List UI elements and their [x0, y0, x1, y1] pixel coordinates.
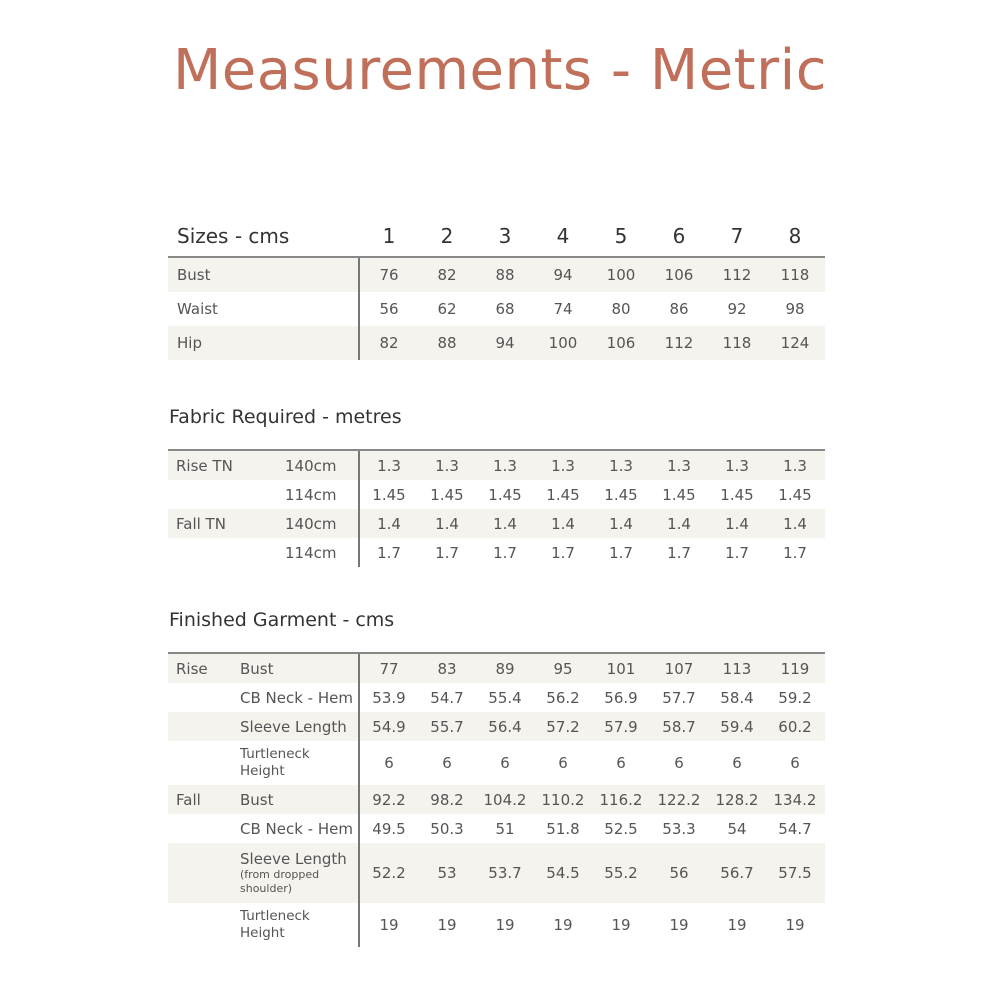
value-cell: 57.9 — [604, 717, 638, 736]
value-cell: 134.2 — [773, 790, 817, 809]
value-cell: 68 — [495, 300, 515, 318]
value-cell: 92.2 — [372, 790, 406, 809]
row-label — [285, 457, 337, 475]
value-cell: 6 — [732, 754, 742, 772]
sizes-header-label: Sizes - cms — [177, 224, 290, 248]
value-cell: 112 — [722, 266, 752, 284]
value-cell: 83 — [437, 659, 457, 678]
value-cell: 56.2 — [546, 688, 580, 707]
table-row — [168, 903, 825, 947]
value-cell: 1.7 — [551, 543, 575, 562]
value-cell: 128.2 — [715, 790, 759, 809]
value-cell: 118 — [780, 266, 810, 284]
row-label — [177, 300, 218, 318]
table-row — [168, 258, 825, 292]
row-label-text: CB Neck - Hem — [240, 819, 353, 838]
value-cell: 6 — [616, 754, 626, 772]
row-label-note: (from dropped shoulder) — [240, 867, 320, 895]
row-label-cell — [168, 843, 360, 903]
value-cell: 1.7 — [377, 543, 401, 562]
value-cell: 1.4 — [725, 514, 749, 533]
row-label-cell — [168, 451, 360, 480]
value-cell: 95 — [553, 659, 573, 678]
value-cell: 101 — [606, 659, 636, 678]
value-cell: 1.7 — [609, 543, 633, 562]
table-row — [168, 683, 825, 712]
row-label-cell — [168, 785, 360, 814]
value-cell: 56 — [669, 864, 689, 882]
value-cell: 106 — [606, 334, 636, 352]
row-label — [285, 486, 337, 504]
table-row — [168, 712, 825, 741]
value-cell: 1.4 — [493, 514, 517, 533]
value-cell: 100 — [548, 334, 578, 352]
value-cell: 119 — [780, 659, 810, 678]
value-cell: 104.2 — [483, 790, 527, 809]
value-cell: 52.5 — [604, 819, 638, 838]
value-cell: 58.7 — [662, 717, 696, 736]
value-cell: 57.2 — [546, 717, 580, 736]
value-cell: 54.5 — [546, 864, 580, 882]
row-label-cell — [168, 814, 360, 843]
value-cell: 19 — [379, 916, 399, 934]
row-label — [285, 544, 337, 562]
value-cell: 6 — [500, 754, 510, 772]
value-cell: 1.7 — [493, 543, 517, 562]
value-cell: 6 — [384, 754, 394, 772]
value-cell: 1.4 — [377, 514, 401, 533]
garment-section-title: Finished Garment - cms — [169, 609, 395, 631]
value-cell: 1.7 — [667, 543, 691, 562]
size-header: 2 — [440, 224, 454, 248]
value-cell: 19 — [785, 916, 805, 934]
value-cell: 107 — [664, 659, 694, 678]
value-cell: 1.3 — [783, 456, 807, 475]
value-cell: 1.45 — [546, 485, 580, 504]
row-label-cell — [168, 509, 360, 538]
row-label — [240, 851, 347, 896]
row-label-text: 140cm — [285, 514, 337, 533]
value-cell: 56 — [379, 300, 399, 318]
row-label-cell — [168, 480, 360, 509]
value-cell: 49.5 — [372, 819, 406, 838]
value-cell: 55.2 — [604, 864, 638, 882]
size-header: 6 — [672, 224, 686, 248]
row-label-cell — [168, 683, 360, 712]
garment-table — [168, 652, 825, 947]
page-title: Measurements - Metric — [172, 38, 828, 103]
value-cell: 6 — [558, 754, 568, 772]
value-cell: 1.3 — [667, 456, 691, 475]
row-label — [240, 791, 274, 809]
table-row — [168, 654, 825, 683]
value-cell: 57.7 — [662, 688, 696, 707]
size-header: 4 — [556, 224, 570, 248]
value-cell: 60.2 — [778, 717, 812, 736]
value-cell: 1.45 — [662, 485, 696, 504]
value-cell: 54.7 — [778, 819, 812, 838]
value-cell: 1.7 — [435, 543, 459, 562]
row-group-label: Fall TN — [176, 514, 226, 533]
value-cell: 51.8 — [546, 819, 580, 838]
value-cell: 6 — [442, 754, 452, 772]
value-cell: 50.3 — [430, 819, 464, 838]
value-cell: 1.4 — [551, 514, 575, 533]
value-cell: 53 — [437, 864, 457, 882]
value-cell: 94 — [495, 334, 515, 352]
value-cell: 19 — [495, 916, 515, 934]
value-cell: 59.2 — [778, 688, 812, 707]
row-label-text: Bust — [177, 266, 211, 284]
value-cell: 1.7 — [783, 543, 807, 562]
row-label-text-line2: Height — [240, 925, 285, 941]
value-cell: 98.2 — [430, 790, 464, 809]
value-cell: 59.4 — [720, 717, 754, 736]
row-label — [240, 718, 347, 736]
table-row — [168, 785, 825, 814]
value-cell: 82 — [437, 266, 457, 284]
row-label-text: CB Neck - Hem — [240, 688, 353, 707]
value-cell: 53.3 — [662, 819, 696, 838]
value-cell: 86 — [669, 300, 689, 318]
row-label-text: Sleeve Length — [240, 849, 347, 868]
table-row — [168, 326, 825, 360]
value-cell: 51 — [495, 819, 515, 838]
table-row — [168, 480, 825, 509]
value-cell: 53.7 — [488, 864, 522, 882]
row-label-cell — [168, 292, 360, 326]
value-cell: 112 — [664, 334, 694, 352]
row-label-cell — [168, 903, 360, 947]
row-label-cell — [168, 712, 360, 741]
value-cell: 55.7 — [430, 717, 464, 736]
row-label-text: Bust — [240, 659, 274, 678]
value-cell: 116.2 — [599, 790, 643, 809]
value-cell: 19 — [669, 916, 689, 934]
value-cell: 1.3 — [551, 456, 575, 475]
value-cell: 74 — [553, 300, 573, 318]
row-label — [177, 266, 211, 284]
value-cell: 19 — [553, 916, 573, 934]
value-cell: 77 — [379, 659, 399, 678]
size-header: 7 — [730, 224, 744, 248]
value-cell: 1.45 — [604, 485, 638, 504]
value-cell: 54.7 — [430, 688, 464, 707]
row-label — [240, 746, 310, 780]
value-cell: 113 — [722, 659, 752, 678]
value-cell: 56.7 — [720, 864, 754, 882]
fabric-section-title: Fabric Required - metres — [169, 406, 402, 428]
value-cell: 1.4 — [783, 514, 807, 533]
value-cell: 19 — [437, 916, 457, 934]
value-cell: 1.4 — [609, 514, 633, 533]
row-label — [240, 820, 353, 838]
value-cell: 88 — [495, 266, 515, 284]
row-label-cell — [168, 326, 360, 360]
sizes-table — [168, 216, 825, 360]
table-row — [168, 538, 825, 567]
value-cell: 118 — [722, 334, 752, 352]
value-cell: 124 — [780, 334, 810, 352]
value-cell: 80 — [611, 300, 631, 318]
value-cell: 1.3 — [377, 456, 401, 475]
value-cell: 1.45 — [488, 485, 522, 504]
size-header: 8 — [788, 224, 802, 248]
value-cell: 19 — [727, 916, 747, 934]
value-cell: 54.9 — [372, 717, 406, 736]
row-label-text: Bust — [240, 790, 274, 809]
value-cell: 1.4 — [435, 514, 459, 533]
value-cell: 1.3 — [493, 456, 517, 475]
value-cell: 52.2 — [372, 864, 406, 882]
value-cell: 19 — [611, 916, 631, 934]
table-row — [168, 843, 825, 903]
value-cell: 1.45 — [720, 485, 754, 504]
value-cell: 56.4 — [488, 717, 522, 736]
sizes-header-row — [168, 216, 825, 256]
value-cell: 6 — [790, 754, 800, 772]
row-label-text-line2: Height — [240, 763, 285, 779]
row-label-text: 114cm — [285, 543, 337, 562]
value-cell: 122.2 — [657, 790, 701, 809]
row-label-cell — [168, 654, 360, 683]
table-row — [168, 292, 825, 326]
row-group-label: Fall — [176, 790, 201, 809]
row-group-label: Rise — [176, 659, 208, 678]
row-label-text: 114cm — [285, 485, 337, 504]
row-label-cell — [168, 258, 360, 292]
value-cell: 1.7 — [725, 543, 749, 562]
value-cell: 1.3 — [435, 456, 459, 475]
value-cell: 110.2 — [541, 790, 585, 809]
table-row — [168, 814, 825, 843]
value-cell: 92 — [727, 300, 747, 318]
value-cell: 1.45 — [778, 485, 812, 504]
row-label — [240, 908, 310, 942]
value-cell: 53.9 — [372, 688, 406, 707]
row-label-cell — [168, 741, 360, 785]
value-cell: 1.45 — [430, 485, 464, 504]
table-row — [168, 509, 825, 538]
value-cell: 1.3 — [725, 456, 749, 475]
row-label-text: Sleeve Length — [240, 717, 347, 736]
value-cell: 56.9 — [604, 688, 638, 707]
size-header: 3 — [498, 224, 512, 248]
value-cell: 98 — [785, 300, 805, 318]
value-cell: 76 — [379, 266, 399, 284]
row-label — [177, 334, 202, 352]
value-cell: 89 — [495, 659, 515, 678]
size-header: 1 — [382, 224, 396, 248]
value-cell: 54 — [727, 819, 747, 838]
value-cell: 82 — [379, 334, 399, 352]
value-cell: 1.3 — [609, 456, 633, 475]
value-cell: 106 — [664, 266, 694, 284]
row-label-text: Hip — [177, 334, 202, 352]
value-cell: 62 — [437, 300, 457, 318]
value-cell: 88 — [437, 334, 457, 352]
row-label-text: Turtleneck — [240, 908, 310, 924]
row-label-cell — [168, 538, 360, 567]
value-cell: 6 — [674, 754, 684, 772]
row-label-text: 140cm — [285, 456, 337, 475]
table-row — [168, 451, 825, 480]
value-cell: 1.45 — [372, 485, 406, 504]
row-group-label: Rise TN — [176, 456, 233, 475]
value-cell: 100 — [606, 266, 636, 284]
row-label-text: Waist — [177, 300, 218, 318]
value-cell: 57.5 — [778, 864, 812, 882]
size-header: 5 — [614, 224, 628, 248]
row-label — [240, 689, 353, 707]
value-cell: 94 — [553, 266, 573, 284]
fabric-table — [168, 449, 825, 567]
value-cell: 1.4 — [667, 514, 691, 533]
value-cell: 55.4 — [488, 688, 522, 707]
row-label-text: Turtleneck — [240, 746, 310, 762]
table-row — [168, 741, 825, 785]
value-cell: 58.4 — [720, 688, 754, 707]
row-label — [240, 660, 274, 678]
row-label — [285, 515, 337, 533]
